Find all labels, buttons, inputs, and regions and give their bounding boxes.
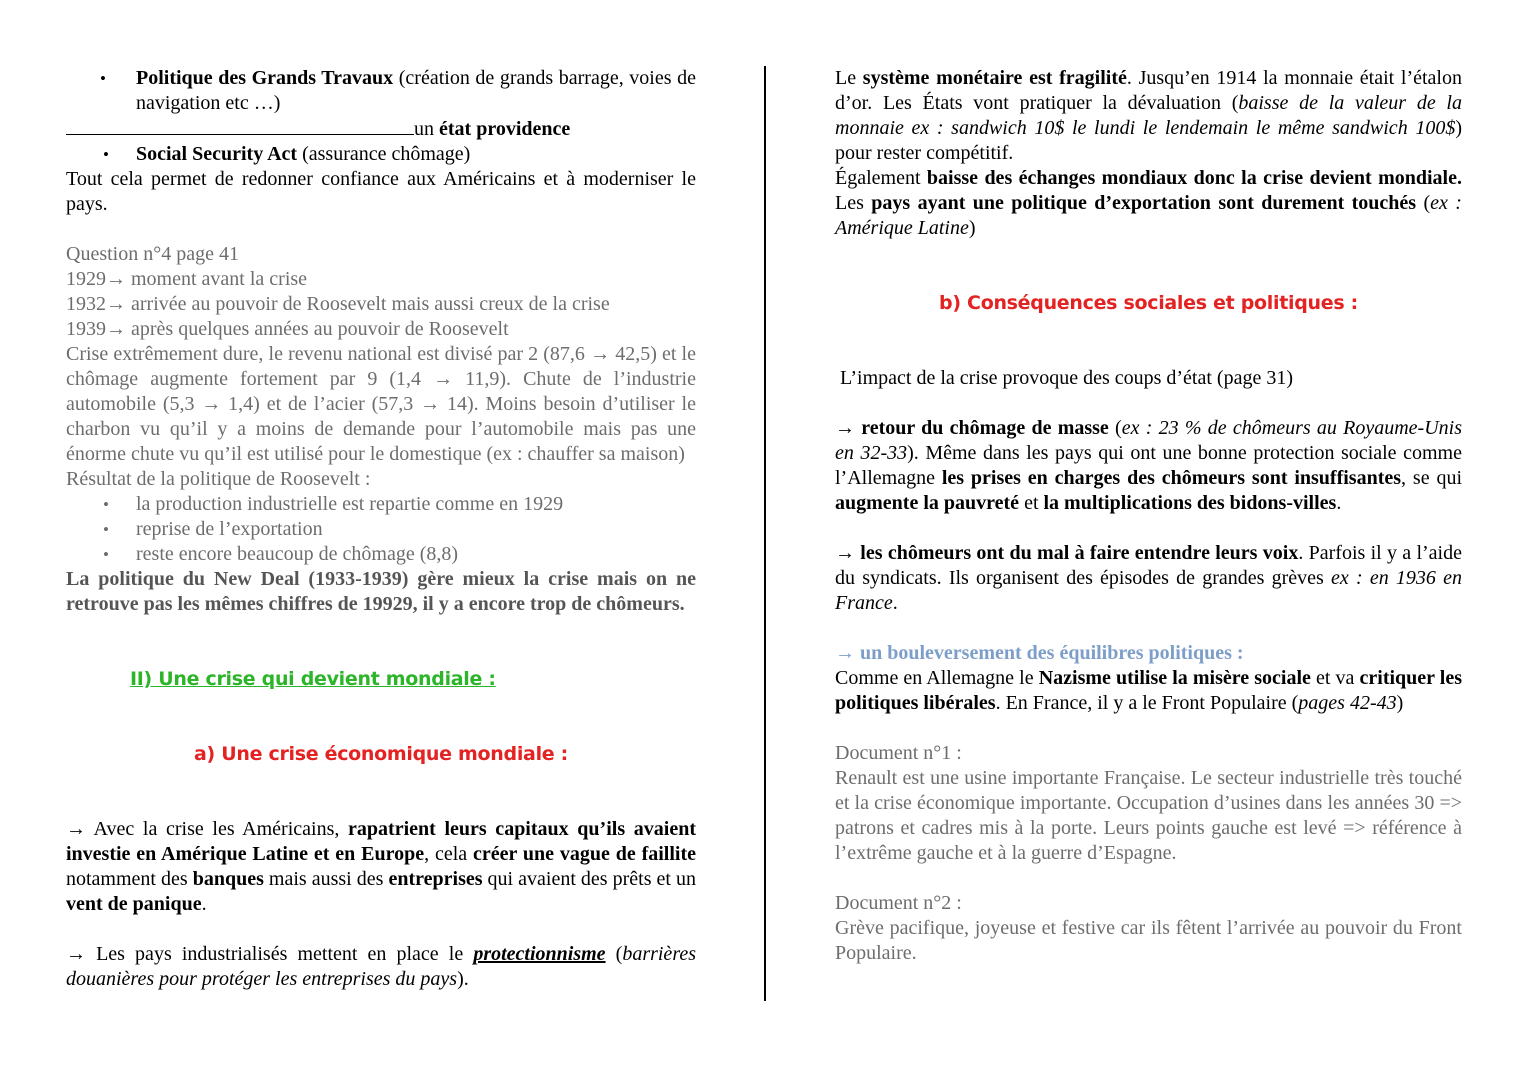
confiance-text: Tout cela permet de redonner confiance aux Américains et à moderniser le pays. — [66, 168, 696, 215]
doc1-text: Renault est une usine importante Française. Le secteur industrielle très touché et la crise économique importante. Occupation d’usines dans les années 30 => patrons et cadres mis à la porte. Leurs points gauche est levé => référence à l’extrême gauche et à la guerre d’Espagne. — [835, 767, 1462, 864]
text-run: ) pour rester compétitif. — [835, 117, 1462, 164]
text-run: augmente la pauvreté — [835, 492, 1020, 514]
text-run: ). Même dans les pays qui ont une bonne protection sociale comme l’Allemagne — [835, 442, 1462, 489]
question-1929: 1929→ moment avant la crise — [66, 268, 308, 290]
fill-in-blank — [66, 116, 414, 135]
question-1932: 1932→ arrivée au pouvoir de Roosevelt mais aussi creux de la crise — [66, 293, 610, 315]
text-run: ( — [605, 943, 623, 965]
text-run: Social Security Act — [136, 143, 298, 165]
doc2-text: Grève pacifique, joyeuse et festive car ils fêtent l’arrivée au pouvoir du Front Populaire. — [835, 917, 1462, 964]
text-run: Nazisme utilise la misère sociale — [1038, 667, 1311, 689]
text-run: Politique des Grands Travaux — [136, 67, 394, 89]
text-run: les prises en charges des chômeurs sont insuffisantes — [941, 467, 1402, 489]
text-run: baisse des échanges mondiaux donc la crise devient mondiale. — [926, 167, 1462, 189]
column-divider — [764, 66, 766, 1001]
text-run: protectionnisme — [473, 943, 606, 965]
text-run: notamment des — [66, 868, 193, 890]
text-run: ) — [1396, 692, 1404, 714]
protectionnisme-paragraph — [66, 942, 696, 992]
text-run: ex : 23 % de chômeurs au Royaume-Unis en 32-33 — [835, 417, 1462, 464]
text-run: . — [201, 893, 207, 915]
text-run: pays ayant une politique d’exportation sont durement touchés — [871, 192, 1417, 214]
question-1939: 1939→ après quelques années au pouvoir de Roosevelt — [66, 318, 509, 340]
text-run: ( — [1416, 192, 1431, 214]
text-run: Également — [835, 167, 927, 189]
text-run: Comme en Allemagne le — [835, 667, 1039, 689]
text-run: , cela — [424, 843, 473, 865]
text-run: qui avaient des prêts et un — [482, 868, 696, 890]
text-run: (création de grands barrage, voies de navigation etc …) — [136, 67, 696, 114]
result-bullet: • reprise de l’exportation — [66, 517, 696, 542]
bullet-grands-travaux — [66, 66, 696, 116]
text-run: banques — [192, 868, 264, 890]
question-title: Question n°4 page 41 — [66, 243, 239, 265]
new-deal-conclusion: La politique du New Deal (1933-1939) gère mieux la crise mais on ne retrouve pas les mêmes chiffres de 19929, il y a encore trop de chômeurs. — [66, 568, 696, 615]
text-run: → Les pays industrialisés mettent en place le — [66, 943, 474, 965]
text-run: barrières douanières pour protéger les entreprises du pays — [66, 943, 697, 990]
question-block — [66, 242, 696, 617]
text-run: ex : Amérique Latine — [835, 192, 1462, 239]
result-bullet: • reste encore beaucoup de chômage (8,8) — [66, 542, 696, 567]
text-run: vent de panique — [66, 893, 202, 915]
voix-paragraph — [835, 541, 1462, 616]
text-run: ( — [1108, 417, 1122, 439]
nazisme-paragraph — [835, 666, 1462, 716]
text-run: . Parfois il y a l’aide du syndicats. Ils organisent des épisodes de grandes grèves — [835, 542, 1462, 589]
doc2-title: Document n°2 : — [835, 892, 962, 914]
question-paragraph: Crise extrêmement dure, le revenu national est divisé par 2 (87,6 → 42,5) et le chômage augmente fortement par 9 (1,4 → 11,9). Chute de l’industrie automobile (5,3 → 1,4) et de l’acier (57,3 → 14). Moins besoin d’utiliser le charbon vu qu’il y a moins de demande pour l’automobile mais pas une énorme chute vu qu’il est utilisé pour le domestique (ex : chauffer sa maison) — [66, 343, 696, 465]
left-column — [66, 66, 696, 992]
resultat-label: Résultat de la politique de Roosevelt : — [66, 468, 371, 490]
text-run: ) — [968, 217, 976, 239]
text-run: → Avec la crise les Américains, — [66, 818, 349, 840]
result-bullet: • la production industrielle est repartie comme en 1929 — [66, 492, 696, 517]
text-run: ex : en 1936 en France — [835, 567, 1462, 614]
heading-a: a) Une crise économique mondiale : — [194, 743, 568, 765]
echanges-paragraph — [835, 166, 1462, 241]
text-run: . — [892, 592, 898, 614]
doc1-title: Document n°1 : — [835, 742, 962, 764]
text-run: → retour du chômage de masse — [835, 417, 1109, 439]
bullet-social-security — [66, 142, 696, 167]
document-2 — [835, 891, 1462, 966]
heading-b: b) Conséquences sociales et politiques : — [939, 292, 1358, 314]
text-run: entreprises — [388, 868, 483, 890]
text-run: rapatrient leurs capitaux qu’ils avaient investie en Amérique Latine et en Europe — [66, 818, 696, 865]
text-run: → les chômeurs ont du mal à faire entendre leurs voix — [835, 542, 1299, 564]
text-run: . — [1336, 492, 1342, 514]
text-run: Les — [835, 192, 872, 214]
text-run: critiquer les politiques libérales — [835, 667, 1462, 714]
chomage-paragraph — [835, 416, 1462, 516]
text-run: la multiplications des bidons-villes — [1043, 492, 1337, 514]
text-run: mais aussi des — [263, 868, 389, 890]
text-run: ). — [457, 968, 469, 990]
text-run: et va — [1310, 667, 1360, 689]
text-run: . En France, il y a le Front Populaire ( — [995, 692, 1299, 714]
text-run: système monétaire est fragilité — [862, 67, 1127, 89]
text-run: , se qui — [1401, 467, 1463, 489]
text-run: état providence — [439, 118, 571, 140]
text-run: . Jusqu’en 1914 la monnaie était l’étalon d’or. Les États vont pratiquer la dévaluation ( — [835, 67, 1462, 114]
capitaux-paragraph — [66, 817, 696, 917]
text-run: pages 42-43 — [1298, 692, 1397, 714]
right-column — [835, 66, 1462, 966]
heading-ii: II) Une crise qui devient mondiale : — [130, 668, 496, 690]
impact-text: L’impact de la crise provoque des coups d’état (page 31) — [840, 367, 1293, 389]
text-run: (assurance chômage) — [297, 143, 471, 165]
text-run: et — [1019, 492, 1044, 514]
document-1 — [835, 741, 1462, 866]
etat-providence-line — [66, 116, 696, 142]
text-run: un — [414, 118, 439, 140]
monetaire-paragraph — [835, 66, 1462, 166]
blue-heading: → un bouleversement des équilibres politiques : — [835, 642, 1244, 664]
text-run: Le — [835, 67, 863, 89]
text-run: baisse de la valeur de la monnaie ex : sandwich 10$ le lundi le lendemain le même sandwich 100$ — [835, 92, 1462, 139]
text-run: créer une vague de faillite — [473, 843, 696, 865]
